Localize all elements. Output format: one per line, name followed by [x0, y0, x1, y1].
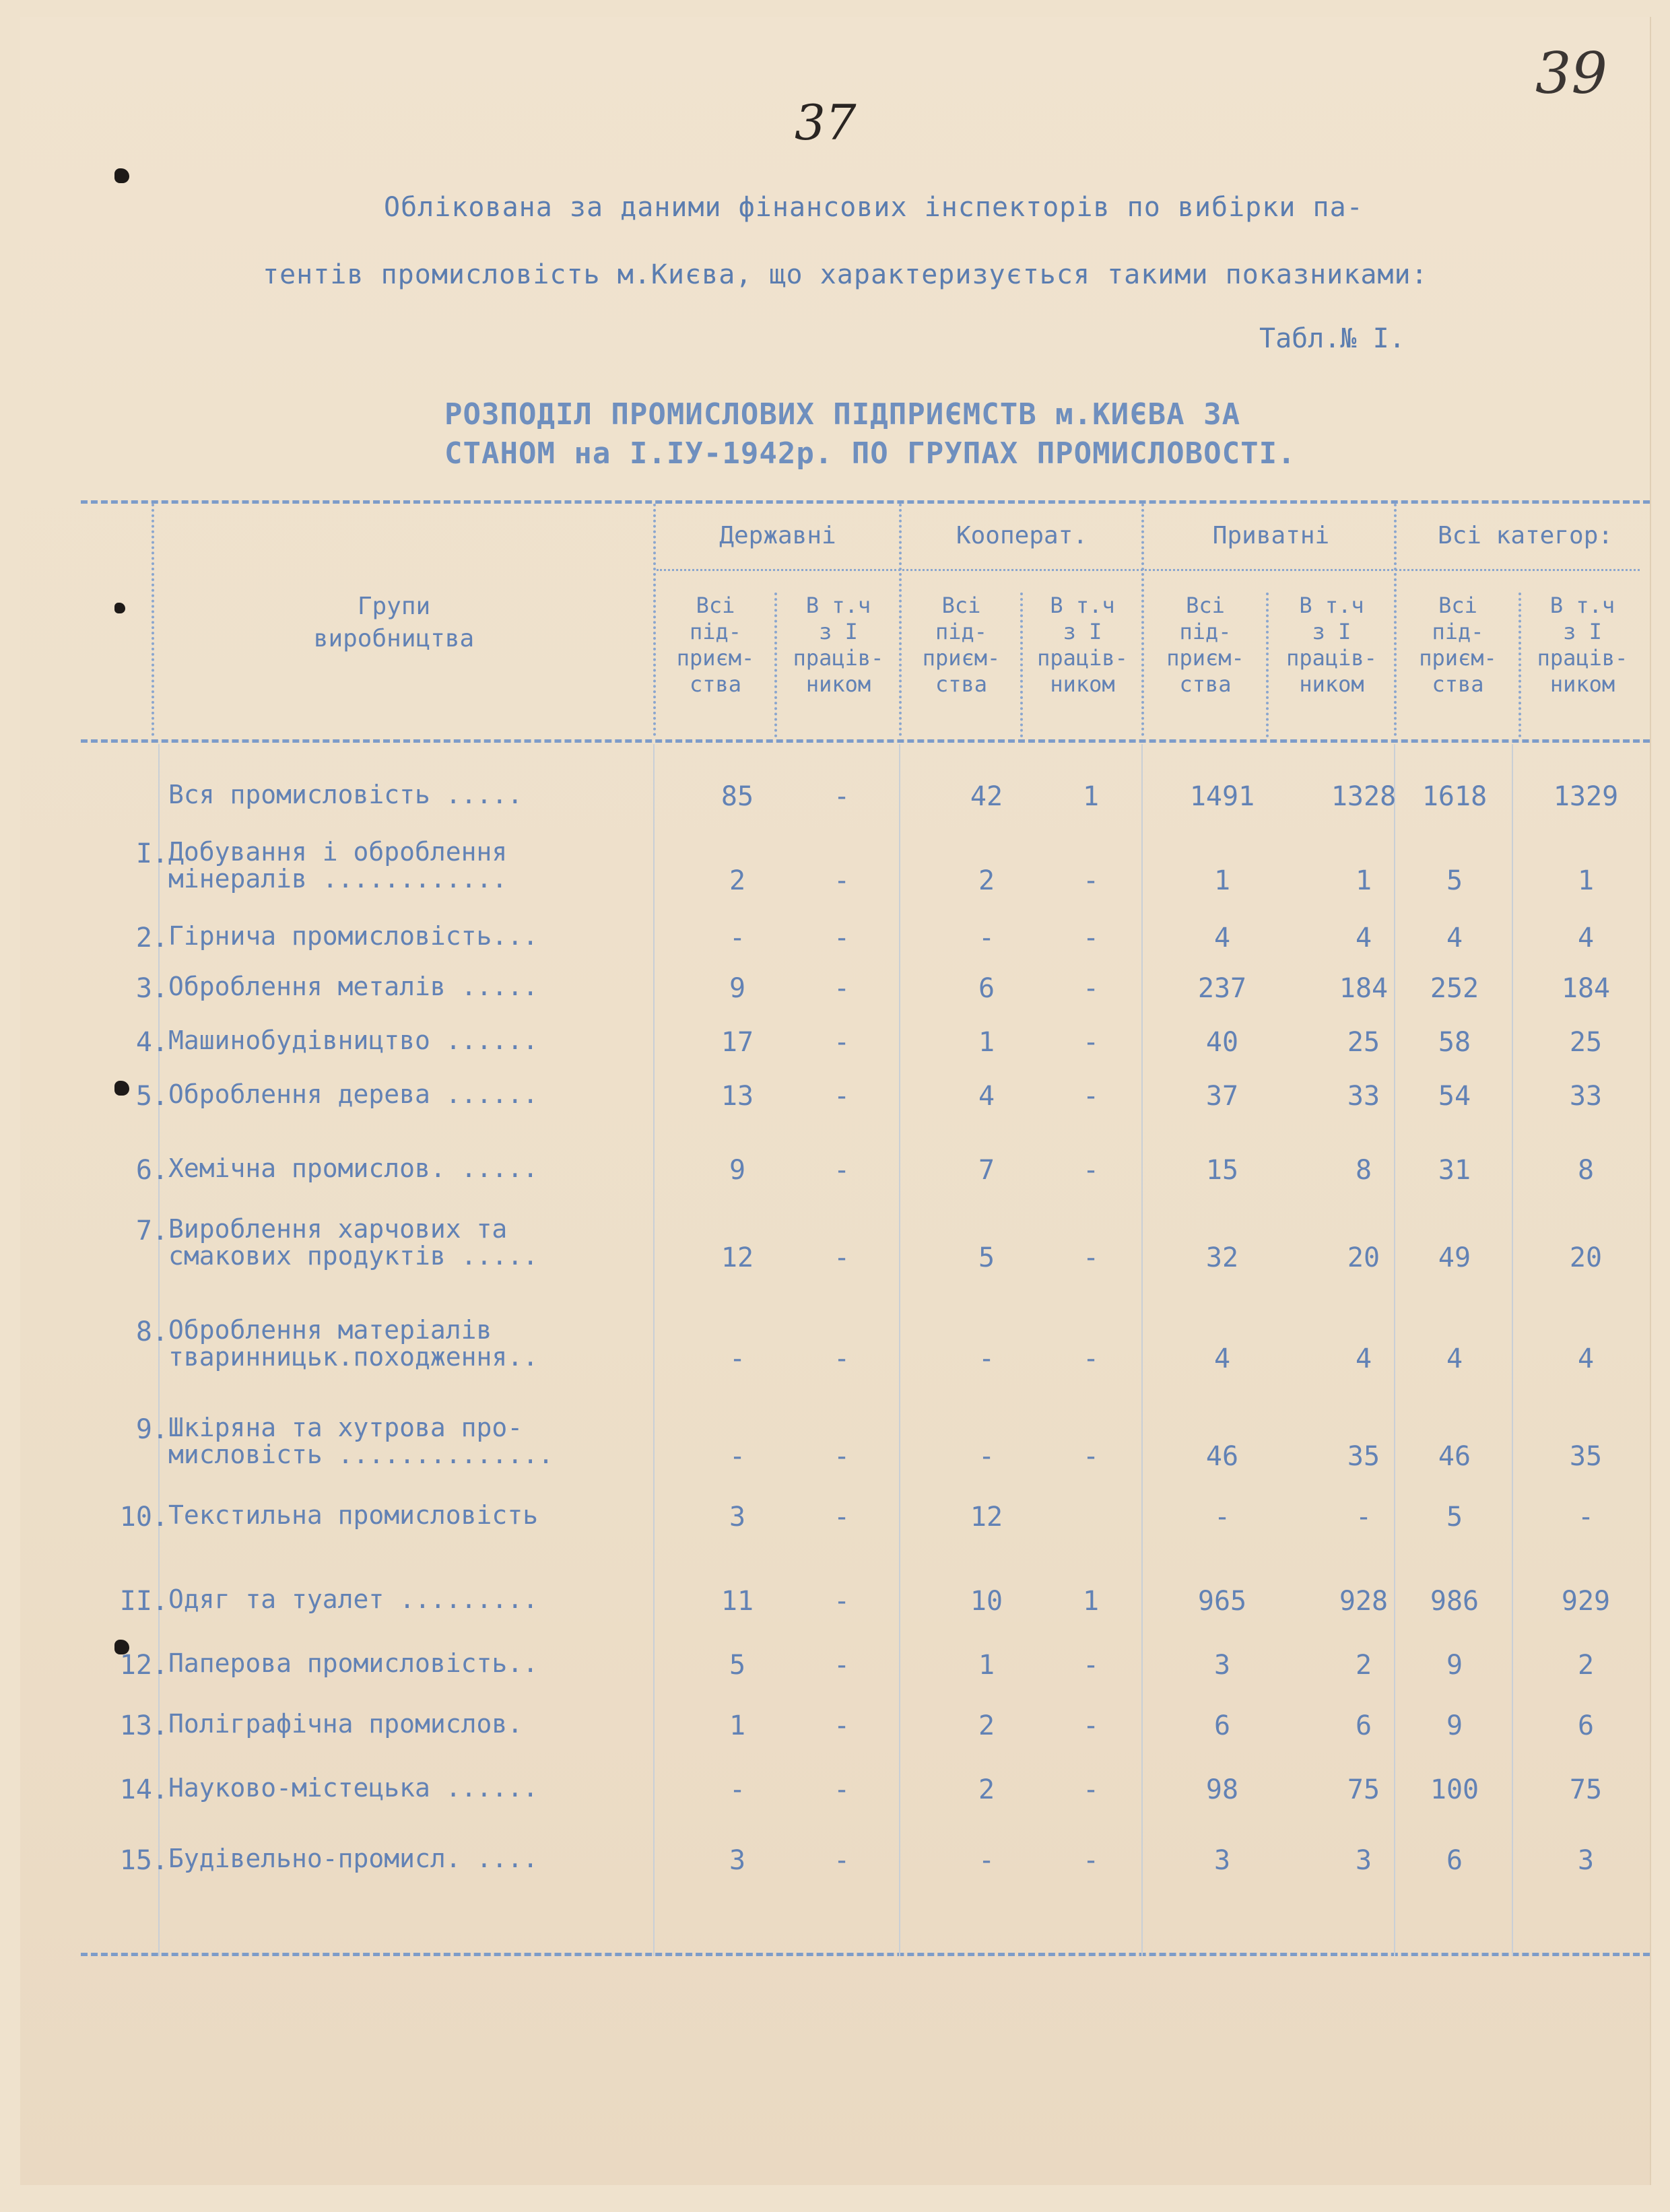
column-divider	[653, 504, 656, 736]
table-cell: -	[729, 923, 746, 953]
table-cell: 85	[721, 781, 754, 812]
table-top-rule	[81, 500, 1650, 504]
handwritten-page-number: 37	[795, 94, 857, 151]
row-label: Гірнича промисловість...	[168, 921, 539, 951]
body-column-line	[653, 744, 655, 1956]
table-cell: -	[833, 1343, 850, 1374]
table-cell: 2	[1355, 1650, 1372, 1681]
table-cell: -	[978, 1343, 995, 1374]
subheader-all-enterprises: Всі під- приєм- ства	[676, 593, 755, 697]
table-cell: -	[833, 1845, 850, 1876]
row-number: 2.	[135, 923, 168, 953]
table-cell: -	[729, 1343, 746, 1374]
table-cell: 4	[1577, 923, 1595, 953]
table-cell: -	[833, 1502, 850, 1533]
row-number: 10.	[119, 1502, 168, 1533]
table-cell: -	[1213, 1502, 1231, 1533]
table-cell: -	[1082, 865, 1100, 896]
table-cell: 25	[1569, 1027, 1603, 1058]
table-cell: 2	[729, 865, 746, 896]
table-cell: 6	[978, 973, 995, 1004]
subheader-with-one-worker: В т.ч з I праців- ником	[1286, 593, 1377, 697]
category-separator	[657, 569, 1640, 571]
table-cell: 15	[1205, 1155, 1239, 1186]
table-reference: Табл.№ I.	[1259, 323, 1405, 354]
table-cell: 3	[729, 1502, 746, 1533]
table-cell: -	[1082, 1845, 1100, 1876]
category-private: Приватні	[1212, 522, 1330, 549]
table-cell: 1	[978, 1650, 995, 1681]
table-cell: -	[1082, 923, 1100, 953]
table-cell: 20	[1569, 1242, 1603, 1273]
row-label: Одяг та туалет .........	[168, 1584, 539, 1614]
table-cell: 42	[970, 781, 1003, 812]
table-cell: -	[1082, 1027, 1100, 1058]
table-cell: 4	[1355, 923, 1372, 953]
body-column-line	[1141, 744, 1143, 1956]
table-cell: -	[833, 1155, 850, 1186]
table-cell: -	[1082, 1155, 1100, 1186]
table-cell: 49	[1438, 1242, 1471, 1273]
row-label: Оброблення дерева ......	[168, 1079, 539, 1109]
table-cell: -	[833, 865, 850, 896]
row-number: 8.	[135, 1316, 168, 1347]
table-cell: 100	[1430, 1774, 1479, 1805]
table-cell: 75	[1569, 1774, 1603, 1805]
table-cell: 33	[1569, 1081, 1603, 1112]
table-cell: 4	[1446, 923, 1463, 953]
table-cell: 35	[1347, 1441, 1380, 1472]
table-cell: 965	[1197, 1586, 1247, 1617]
row-number: II.	[119, 1586, 168, 1617]
table-cell: 6	[1577, 1710, 1595, 1741]
table-cell: 7	[978, 1155, 995, 1186]
table-cell: 237	[1197, 973, 1247, 1004]
table-cell: 35	[1569, 1441, 1603, 1472]
table-cell: 9	[1446, 1650, 1463, 1681]
table-cell: 9	[729, 1155, 746, 1186]
row-number: 12.	[119, 1650, 168, 1681]
header-bottom-rule	[81, 739, 1650, 743]
row-label-continued: тваринницьк.походження..	[168, 1342, 539, 1372]
table-cell: -	[833, 781, 850, 812]
table-cell: -	[1082, 1774, 1100, 1805]
row-label: Вироблення харчових та	[168, 1214, 508, 1244]
row-label: Будівельно-промисл. ....	[168, 1844, 539, 1873]
table-cell: 1	[1577, 865, 1595, 896]
table-cell: 12	[970, 1502, 1003, 1533]
table-cell: 12	[721, 1242, 754, 1273]
table-cell: 3	[1213, 1650, 1231, 1681]
table-cell: 4	[1355, 1343, 1372, 1374]
table-cell: -	[1082, 1710, 1100, 1741]
table-cell: -	[978, 923, 995, 953]
row-label-continued: смакових продуктів .....	[168, 1241, 539, 1271]
punch-hole-mark	[114, 168, 129, 183]
subheader-all-enterprises: Всі під- приєм- ства	[922, 593, 1001, 697]
table-cell: 9	[729, 973, 746, 1004]
table-cell: 37	[1205, 1081, 1239, 1112]
table-cell: 54	[1438, 1081, 1471, 1112]
row-number: 5.	[135, 1081, 168, 1112]
row-label: Добування і оброблення	[168, 837, 508, 867]
punch-hole-mark	[114, 603, 125, 613]
body-column-line	[899, 744, 900, 1956]
table-cell: -	[1355, 1502, 1372, 1533]
table-cell: 6	[1355, 1710, 1372, 1741]
row-label: Текстильна промисловість	[168, 1500, 539, 1530]
row-number: 13.	[119, 1710, 168, 1741]
body-column-line	[1512, 744, 1513, 1956]
row-label: Оброблення металів .....	[168, 972, 539, 1001]
table-cell: 2	[1577, 1650, 1595, 1681]
table-cell: 4	[1213, 923, 1231, 953]
table-cell: -	[833, 1774, 850, 1805]
table-cell: -	[729, 1774, 746, 1805]
table-cell: 8	[1577, 1155, 1595, 1186]
table-cell: -	[978, 1845, 995, 1876]
subheader-with-one-worker: В т.ч з I праців- ником	[793, 593, 884, 697]
table-cell: 252	[1430, 973, 1479, 1004]
table-cell: -	[833, 1441, 850, 1472]
table-cell: 8	[1355, 1155, 1372, 1186]
row-number: 3.	[135, 973, 168, 1004]
row-label: Оброблення матеріалів	[168, 1315, 492, 1345]
subcolumn-divider	[1518, 593, 1521, 737]
table-cell: 10	[970, 1586, 1003, 1617]
table-cell: 2	[978, 1710, 995, 1741]
subcolumn-divider	[1020, 593, 1023, 737]
row-label: Хемічна промислов. .....	[168, 1153, 539, 1183]
table-cell: -	[978, 1441, 995, 1472]
table-cell: 25	[1347, 1027, 1380, 1058]
table-cell: 1	[1213, 865, 1231, 896]
table-cell: -	[1082, 1441, 1100, 1472]
table-cell: 4	[978, 1081, 995, 1112]
table-cell: 20	[1347, 1242, 1380, 1273]
subcolumn-divider	[1266, 593, 1269, 737]
table-cell: 46	[1438, 1441, 1471, 1472]
table-cell: -	[833, 1027, 850, 1058]
category-cooperative: Кооперат.	[956, 522, 1088, 549]
column-divider	[1394, 504, 1397, 736]
table-cell: 1618	[1422, 781, 1488, 812]
table-cell: 13	[721, 1081, 754, 1112]
table-cell: 33	[1347, 1081, 1380, 1112]
row-label-continued: мінералів ............	[168, 864, 508, 894]
row-number: I.	[135, 838, 168, 869]
category-state: Державні	[719, 522, 836, 549]
table-cell: 6	[1446, 1845, 1463, 1876]
table-cell: -	[1082, 1242, 1100, 1273]
table-cell: 1329	[1553, 781, 1619, 812]
table-cell: 32	[1205, 1242, 1239, 1273]
table-cell: -	[833, 1081, 850, 1112]
row-label: Паперова промисловість..	[168, 1648, 539, 1678]
table-cell: 75	[1347, 1774, 1380, 1805]
table-cell: 6	[1213, 1710, 1231, 1741]
table-cell: 98	[1205, 1774, 1239, 1805]
row-number: 6.	[135, 1155, 168, 1186]
category-all: Всі категор:	[1437, 522, 1613, 549]
table-cell: -	[1082, 973, 1100, 1004]
table-cell: 928	[1339, 1586, 1389, 1617]
table-cell: -	[833, 1242, 850, 1273]
table-cell: 3	[729, 1845, 746, 1876]
table-cell: 2	[978, 865, 995, 896]
table-cell: 5	[1446, 1502, 1463, 1533]
table-cell: 5	[729, 1650, 746, 1681]
table-cell: 4	[1213, 1343, 1231, 1374]
row-label: Науково-містецька ......	[168, 1773, 539, 1803]
table-cell: 929	[1561, 1586, 1611, 1617]
intro-line-1: Облікована за даними фінансових інспекторів по вибірки па-	[384, 192, 1364, 223]
table-cell: 5	[1446, 865, 1463, 896]
table-cell: 4	[1446, 1343, 1463, 1374]
table-cell: -	[1082, 1650, 1100, 1681]
table-cell: 31	[1438, 1155, 1471, 1186]
table-cell: 1491	[1189, 781, 1255, 812]
row-number: 15.	[119, 1845, 168, 1876]
table-title-line-1: РОЗПОДІЛ ПРОМИСЛОВИХ ПІДПРИЄМСТВ м.КИЄВА ЗА	[444, 397, 1241, 432]
table-cell: -	[833, 973, 850, 1004]
row-label: Поліграфічна промислов.	[168, 1709, 523, 1739]
table-cell: -	[1082, 1081, 1100, 1112]
row-number: 14.	[119, 1774, 168, 1805]
table-cell: -	[1082, 1343, 1100, 1374]
table-cell: -	[833, 923, 850, 953]
table-cell: 9	[1446, 1710, 1463, 1741]
table-cell: 3	[1577, 1845, 1595, 1876]
row-label: Вся промисловість .....	[168, 780, 523, 809]
column-divider	[152, 504, 154, 736]
group-header-line-2: виробництва	[313, 625, 475, 652]
table-cell: 1	[1355, 865, 1372, 896]
table-cell: 5	[978, 1242, 995, 1273]
table-title-line-2: СТАНОМ на I.IУ-1942р. ПО ГРУПАХ ПРОМИСЛОВОСТІ.	[444, 436, 1296, 471]
table-cell: 184	[1561, 973, 1611, 1004]
table-cell: 40	[1205, 1027, 1239, 1058]
table-cell: 3	[1355, 1845, 1372, 1876]
row-number: 7.	[135, 1215, 168, 1246]
table-cell: -	[833, 1710, 850, 1741]
row-label: Шкіряна та хутрова про-	[168, 1413, 523, 1442]
subcolumn-divider	[774, 593, 777, 737]
table-cell: 58	[1438, 1027, 1471, 1058]
table-cell: 4	[1577, 1343, 1595, 1374]
table-cell: 184	[1339, 973, 1389, 1004]
table-cell: 1	[1082, 1586, 1100, 1617]
table-cell: 986	[1430, 1586, 1479, 1617]
table-cell: 1	[729, 1710, 746, 1741]
subheader-with-one-worker: В т.ч з I праців- ником	[1037, 593, 1128, 697]
table-cell: 2	[978, 1774, 995, 1805]
table-cell: 11	[721, 1586, 754, 1617]
table-bottom-rule	[81, 1953, 1650, 1956]
table-cell: -	[833, 1650, 850, 1681]
subheader-with-one-worker: В т.ч з I праців- ником	[1537, 593, 1628, 697]
group-header-line-1: Групи	[357, 593, 431, 620]
table-cell: 17	[721, 1027, 754, 1058]
archive-folio-number: 39	[1535, 40, 1607, 106]
row-number: 9.	[135, 1414, 168, 1445]
subheader-all-enterprises: Всі під- приєм- ства	[1419, 593, 1497, 697]
table-cell: 3	[1213, 1845, 1231, 1876]
row-label: Машинобудівництво ......	[168, 1026, 539, 1055]
table-cell: 46	[1205, 1441, 1239, 1472]
table-cell: 1328	[1331, 781, 1397, 812]
column-divider	[1141, 504, 1144, 736]
intro-line-2: тентів промисловість м.Києва, що характеризується такими показниками:	[263, 259, 1428, 290]
table-cell: 1	[978, 1027, 995, 1058]
table-cell: -	[833, 1586, 850, 1617]
column-divider	[899, 504, 902, 736]
subheader-all-enterprises: Всі під- приєм- ства	[1166, 593, 1244, 697]
table-cell: -	[1577, 1502, 1595, 1533]
row-label-continued: мисловість ..............	[168, 1440, 554, 1469]
table-cell: -	[729, 1441, 746, 1472]
row-number: 4.	[135, 1027, 168, 1058]
table-cell: 1	[1082, 781, 1100, 812]
